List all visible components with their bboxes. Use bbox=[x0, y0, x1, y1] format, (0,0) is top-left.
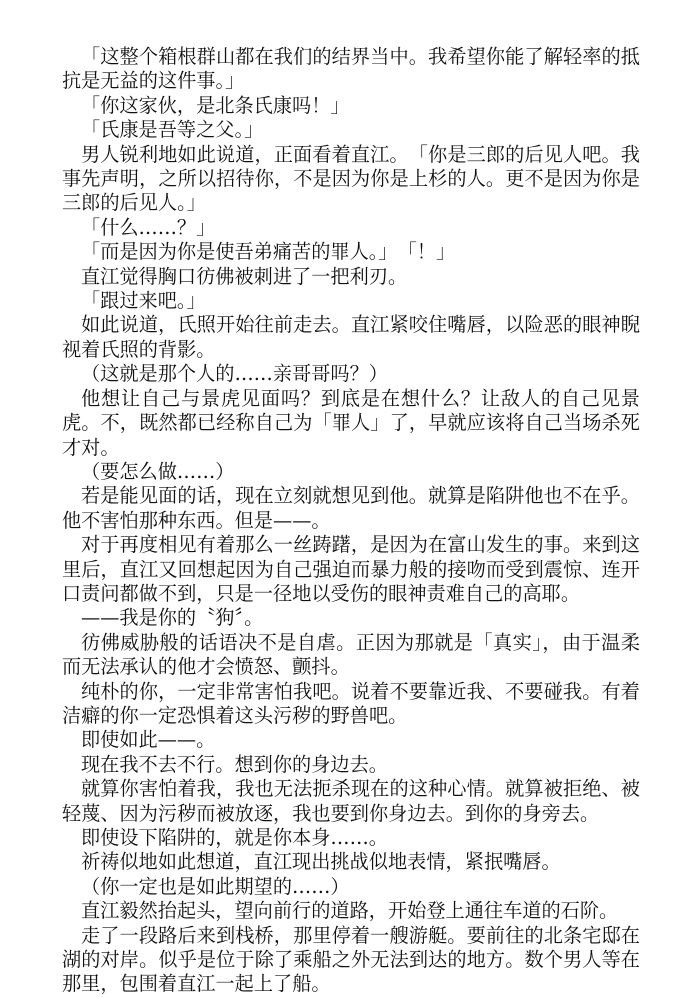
paragraph-14: 对于再度相见有着那么一丝踌躇，是因为在富山发生的事。来到这里后，直江又回想起因为自己强迫而暴力般的接吻而受到震惊、连开口责问都做不到，只是一径地以受伤的眼神责难自己的高耶。 bbox=[62, 533, 640, 605]
paragraph-9: 如此说道，氏照开始往前走去。直江紧咬住嘴唇，以险恶的眼神睨视着氏照的背影。 bbox=[62, 313, 640, 361]
paragraph-15: ——我是你的〝狗〞。 bbox=[81, 606, 264, 630]
paragraph-16: 彷佛威胁般的话语决不是自虐。正因为那就是「真实」，由于温柔而无法承认的他才会愤怒、颤抖。 bbox=[62, 630, 640, 679]
paragraph-22: 祈祷似地如此想道，直江现出挑战似地表情，紧抿嘴唇。 bbox=[81, 850, 561, 874]
paragraph-23: （你一定也是如此期望的……） bbox=[81, 874, 350, 898]
paragraph-13: 若是能见面的话，现在立刻就想见到他。就算是陷阱他也不在乎。他不害怕那种东西。但是——。 bbox=[62, 484, 640, 532]
paragraph-12: （要怎么做……） bbox=[81, 459, 235, 483]
paragraph-19: 现在我不去不行。想到你的身边去。 bbox=[81, 752, 388, 776]
paragraph-2: 「你这家伙，是北条氏康吗！」 bbox=[81, 93, 350, 117]
paragraph-6: 「而是因为你是使吾弟痛苦的罪人。」 「！」 bbox=[81, 240, 456, 264]
paragraph-17: 纯朴的你，一定非常害怕我吧。说着不要靠近我、不要碰我。有着洁癖的你一定恐惧着这头污秽的野兽吧。 bbox=[62, 679, 640, 727]
novel-page bbox=[62, 45, 640, 997]
paragraph-7: 直江觉得胸口彷佛被刺进了一把利刃。 bbox=[81, 264, 408, 288]
paragraph-10: （这就是那个人的……亲哥哥吗？） bbox=[81, 362, 388, 386]
paragraph-11: 他想让自己与景虎见面吗？到底是在想什么？让敌人的自己见景虎。不，既然都已经称自己为「罪人」了，早就应该将自己当场杀死才对。 bbox=[62, 386, 640, 459]
paragraph-1: 「这整个箱根群山都在我们的结界当中。我希望你能了解轻率的抵抗是无益的这件事。」 bbox=[62, 45, 640, 93]
paragraph-24: 直江毅然抬起头，望向前行的道路，开始登上通往车道的石阶。 bbox=[81, 899, 619, 923]
paragraph-8: 「跟过来吧。」 bbox=[81, 289, 206, 313]
paragraph-21: 即使设下陷阱的，就是你本身……。 bbox=[81, 826, 388, 849]
paragraph-3: 「氏康是吾等之父。」 bbox=[81, 118, 264, 142]
paragraph-25: 走了一段路后来到栈桥，那里停着一艘游艇。要前往的北条宅邸在湖的对岸。似乎是位于除了乘船之外无法到达的地方。数个男人等在那里，包围着直江一起上了船。 bbox=[62, 923, 640, 996]
paragraph-20: 就算你害怕着我，我也无法扼杀现在的这种心情。就算被拒绝、被轻蔑、因为污秽而被放逐，我也要到你身边去。到你的身旁去。 bbox=[62, 777, 640, 825]
paragraph-5: 「什么……？」 bbox=[81, 215, 216, 239]
paragraph-18: 即使如此——。 bbox=[81, 728, 216, 752]
paragraph-4: 男人锐利地如此说道，正面看着直江。 「你是三郎的后见人吧。我事先声明，之所以招待你，不是因为你是上杉的人。更不是因为你是三郎的后见人。」 bbox=[62, 142, 640, 215]
